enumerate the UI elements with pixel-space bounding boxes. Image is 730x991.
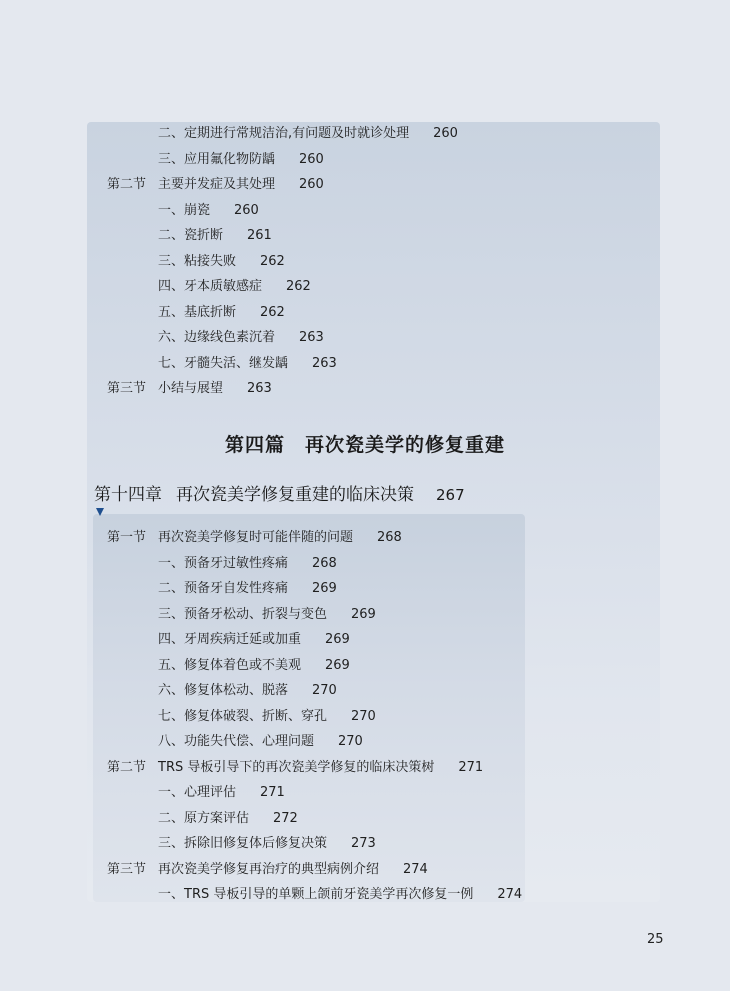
part-number: 第四篇 <box>224 434 285 456</box>
entry-text-line <box>158 330 324 346</box>
entry-page: 260 <box>299 177 324 192</box>
entry-text-line <box>158 177 324 193</box>
entry-title: 主要并发症及其处理 <box>158 177 276 192</box>
entry-text-line <box>158 683 337 699</box>
entry-page: 274 <box>497 887 523 902</box>
entry-text-line <box>158 607 376 623</box>
entry-page: 269 <box>312 581 337 596</box>
entry-text-line <box>158 254 285 270</box>
entry-page: 269 <box>325 632 350 647</box>
entry-title: 四、牙本质敏感症 <box>158 279 263 294</box>
entry-text-line <box>158 279 311 295</box>
entry-text-line <box>158 228 272 244</box>
entry-title: 四、牙周疾病迁延或加重 <box>158 632 302 647</box>
entry-page: 261 <box>247 228 272 243</box>
entry-page: 271 <box>458 759 484 775</box>
entry-page: 262 <box>260 253 285 269</box>
section-label: 第二节 <box>107 177 147 192</box>
entry-page: 260 <box>433 126 458 141</box>
entry-title: 七、牙髓失活、继发龋 <box>158 355 289 371</box>
entry-title: 八、功能失代偿、心理问题 <box>158 734 315 749</box>
entry-title: 七、修复体破裂、折断、穿孔 <box>158 708 328 724</box>
entry-page: 270 <box>338 734 363 749</box>
entry-title: 再次瓷美学修复再治疗的典型病例介绍 <box>158 861 380 877</box>
entry-text-line <box>158 709 376 725</box>
section-label: 第三节 <box>107 381 147 396</box>
entry-title: 二、瓷折断 <box>158 228 224 243</box>
entry-text-line <box>158 836 376 852</box>
entry-text-line <box>158 760 483 776</box>
entry-text-line <box>158 356 337 372</box>
entry-text-line <box>158 887 522 903</box>
entry-title: 三、预备牙松动、折裂与变色 <box>158 606 328 622</box>
entry-title: 一、心理评估 <box>158 785 237 800</box>
entry-page: 269 <box>325 657 350 673</box>
entry-title: 六、修复体松动、脱落 <box>158 683 289 698</box>
chapter-title: 再次瓷美学修复重建的临床决策 <box>176 485 414 505</box>
section-label: 第一节 <box>107 530 147 545</box>
entry-page: 270 <box>312 683 337 698</box>
entry-title: 一、TRS 导板引导的单颗上颌前牙瓷美学再次修复一例 <box>158 887 474 902</box>
entry-page: 260 <box>234 202 259 218</box>
chapter-number: 第十四章 <box>94 485 162 505</box>
entry-text-line <box>158 785 285 801</box>
entry-title: 五、基底折断 <box>158 304 237 320</box>
entry-title: 小结与展望 <box>158 381 224 396</box>
entry-page: 260 <box>299 151 324 167</box>
entry-text-line <box>158 734 363 750</box>
entry-text-line <box>158 811 298 827</box>
entry-text-line <box>158 530 402 546</box>
entry-page: 274 <box>403 861 428 877</box>
entry-page: 271 <box>260 785 285 800</box>
entry-page: 263 <box>312 355 337 371</box>
section-label: 第二节 <box>107 759 147 775</box>
entry-page: 262 <box>286 279 311 294</box>
entry-title: 二、原方案评估 <box>158 810 250 826</box>
entry-text-line <box>158 581 337 597</box>
part-title <box>0 430 730 457</box>
entry-page: 268 <box>312 555 337 571</box>
entry-page: 273 <box>351 836 376 851</box>
entry-text-line <box>158 658 350 674</box>
entry-title: TRS 导板引导下的再次瓷美学修复的临床决策树 <box>158 759 435 775</box>
entry-page: 262 <box>260 304 285 320</box>
entry-title: 一、崩瓷 <box>158 202 211 218</box>
chapter-heading[interactable] <box>94 480 465 505</box>
entry-title: 二、定期进行常规洁治,有问题及时就诊处理 <box>158 126 410 141</box>
entry-title: 三、应用氟化物防龋 <box>158 151 276 167</box>
entry-text-line <box>158 152 324 168</box>
entry-page: 270 <box>351 708 376 724</box>
chapter-page: 267 <box>436 486 465 504</box>
entry-title: 再次瓷美学修复时可能伴随的问题 <box>158 530 354 545</box>
entry-title: 三、粘接失败 <box>158 253 237 269</box>
entry-title: 二、预备牙自发性疼痛 <box>158 581 289 596</box>
part-title-text: 再次瓷美学的修复重建 <box>305 434 506 456</box>
entry-text-line <box>158 632 350 648</box>
entry-page: 272 <box>273 810 298 826</box>
entry-text-line <box>158 862 428 878</box>
entry-page: 263 <box>247 381 272 396</box>
entry-title: 六、边缘线色素沉着 <box>158 330 276 345</box>
entry-page: 268 <box>377 530 402 545</box>
entry-text-line <box>158 556 337 572</box>
entry-title: 五、修复体着色或不美观 <box>158 657 302 673</box>
entry-text-line <box>158 203 259 219</box>
triangle-marker-icon <box>96 508 104 516</box>
entry-title: 三、拆除旧修复体后修复决策 <box>158 836 328 851</box>
entry-page: 263 <box>299 330 324 345</box>
page-number: 25 <box>647 932 664 947</box>
entry-text-line <box>158 381 272 397</box>
entry-text-line <box>158 305 285 321</box>
entry-text-line <box>158 126 458 142</box>
section-label: 第三节 <box>107 861 147 877</box>
entry-title: 一、预备牙过敏性疼痛 <box>158 555 289 571</box>
entry-page: 269 <box>351 606 376 622</box>
